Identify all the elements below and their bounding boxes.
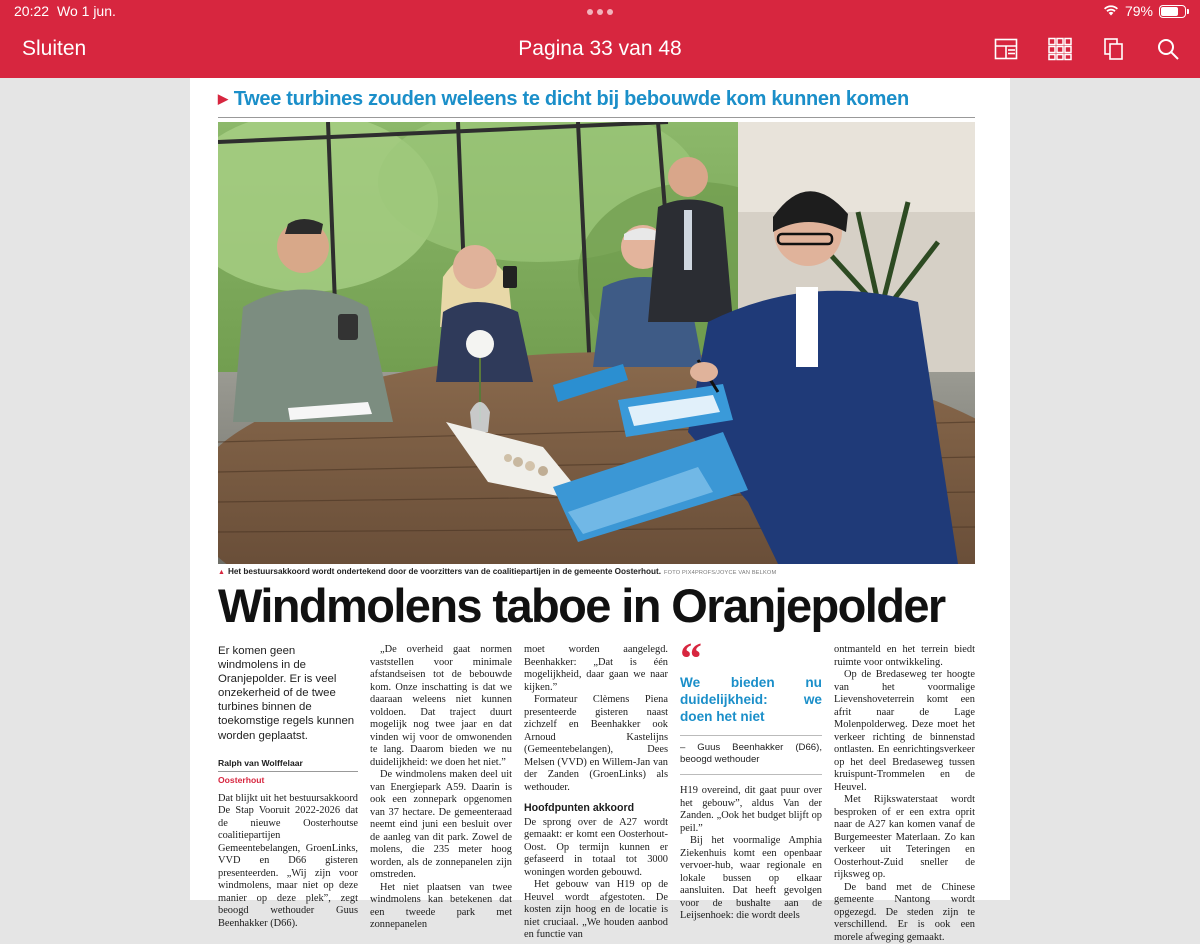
column-3 bbox=[524, 644, 668, 942]
column-1 bbox=[218, 644, 358, 930]
column-4 bbox=[680, 644, 822, 923]
paragraph: De windmolens maken deel uit van Energiepark A59. Daarin is ook een zonnepark opgenomen van 37 hectare. De gemeenteraad neemt eind juni een besluit over de aanleg van dit park. Zowel de molens, die 235 meter hoog worden, als de zonnepanelen zijn omstreden. bbox=[370, 769, 512, 882]
triangle-marker-icon: ▲ bbox=[218, 569, 225, 576]
triangle-marker-icon: ▶ bbox=[218, 91, 228, 106]
paragraph: Met Rijkswaterstaat wordt besproken of er een extra oprit naar de A27 kan komen vanaf de Burgemeester Materlaan. Zo kan verkeer uit Teteringen en Oosterhout-Zuid sneller de rijksweg op. bbox=[834, 794, 975, 882]
paragraph: De sprong over de A27 wordt gemaakt: er komt een Oosterhout-Oost. Op termijn kunnen er gefaseerd in totaal tot 3000 woningen worden gebouwd. bbox=[524, 817, 668, 880]
reader-toolbar bbox=[0, 24, 1200, 78]
photo-credit: FOTO PIX4PROFS/JOYCE VAN BELKOM bbox=[664, 570, 776, 576]
author: Ralph van Wolffelaar bbox=[218, 757, 358, 773]
pull-quote bbox=[680, 644, 822, 775]
quote-attribution: – Guus Beenhakker (D66), beoogd wethouder bbox=[680, 735, 822, 766]
sub-headline bbox=[218, 88, 909, 111]
photo-caption bbox=[218, 567, 776, 576]
subhead: Hoofdpunten akkoord bbox=[524, 802, 668, 815]
multitasking-dots[interactable] bbox=[587, 9, 613, 15]
paragraph: Formateur Clèmens Piena presenteerde gisteren naast zichzelf en Beenhakker ook Arnoud Kastelijns (Gemeentebelangen), Dees Melsen (VVD) en Willem-Jan van der Zanden (GroenLinks) als wethouder. bbox=[524, 694, 668, 794]
quote-mark-icon: “ bbox=[680, 644, 822, 672]
clock: 20:22 bbox=[14, 3, 49, 19]
battery-fill bbox=[1161, 7, 1178, 16]
paragraph: De band met de Chinese gemeente Nantong wordt opgezegd. De steden zijn te verschillend. Er is ook een morele afweging gemaakt. bbox=[834, 882, 975, 944]
paragraph: Op de Bredaseweg ter hoogte van het voormalige Lievenshoveterrein komt een afrit naar de Lage Molenpolderweg. Deze moet het verkeer richting de binnenstad ontlasten. En eenrichtingsverkeer op het deel Bredaseweg tussen kruispunt-Trommelen en de Heuvel. bbox=[834, 669, 975, 794]
copy-pages-icon[interactable] bbox=[1102, 36, 1126, 62]
column-2 bbox=[370, 644, 512, 932]
dateline: Oosterhout bbox=[218, 774, 358, 787]
date: Wo 1 jun. bbox=[57, 3, 116, 19]
paragraph: moet worden aangelegd. Beenhakker: „Dat is één mogelijkheid, daar gaan we naar kijken.” bbox=[524, 644, 668, 694]
caption-text: Het bestuursakkoord wordt ondertekend door de voorzitters van de coalitiepartijen in de gemeente Oosterhout. bbox=[228, 567, 661, 576]
sub-headline-text: Twee turbines zouden weleens te dicht bij bebouwde kom kunnen komen bbox=[234, 88, 909, 110]
close-button[interactable]: Sluiten bbox=[22, 37, 86, 61]
article-photo bbox=[218, 122, 975, 564]
paragraph: Dat blijkt uit het bestuursakkoord De Stap Vooruit 2022-2026 dat de nieuwe Oosterhoutse coalitiepartijen Gemeentebelangen, GroenLinks, VVD en D66 gisteren presenteerden. „Wij zijn voor windmolens, maar niet op deze manier op deze plek”, zegt beoogd wethouder Guus Beenhakker (D66). bbox=[218, 793, 358, 931]
battery-percentage: 79% bbox=[1125, 3, 1153, 19]
article-headline: Windmolens taboe in Oranjepolder bbox=[218, 578, 975, 633]
paragraph: H19 overeind, dit gaat puur over het gebouw”, aldus Van der Zanden. „Ook het budget blijft op peil.” bbox=[680, 785, 822, 835]
column-5 bbox=[834, 644, 975, 944]
page-layout-icon[interactable] bbox=[994, 36, 1018, 62]
quote-text: We bieden nu duidelijkheid: we doen het niet bbox=[680, 674, 822, 725]
search-icon[interactable] bbox=[1156, 36, 1180, 62]
status-bar bbox=[0, 0, 1200, 24]
newspaper-page bbox=[190, 78, 1010, 900]
paragraph: Het niet plaatsen van twee windmolens kan betekenen dat een tweede park met zonnepanelen bbox=[370, 882, 512, 932]
paragraph: Het gebouw van H19 op de Heuvel wordt afgestoten. De kosten zijn hoog en de locatie is niet cruciaal. „We houden aanbod en functie van bbox=[524, 879, 668, 942]
article-intro: Er komen geen windmolens in de Oranjepolder. Er is veel onzekerheid of de twee turbines binnen de toekomstige regels kunnen worden geplaatst. bbox=[218, 644, 358, 743]
status-right bbox=[1103, 3, 1186, 19]
grid-icon[interactable] bbox=[1048, 36, 1072, 62]
toolbar-icons bbox=[994, 36, 1180, 62]
divider bbox=[680, 774, 822, 775]
paragraph: „De overheid gaat normen vaststellen voor minimale afstandseisen tot de bebouwde kom. Onze inschatting is dat we daaraan weleens niet kunnen voldoen. Dat traject duurt mogelijk nog twee jaar en dat vinden wij voor de omwonenden te lang. Daarom bieden we nu duidelijkheid: we doen het niet.” bbox=[370, 644, 512, 769]
page-indicator: Pagina 33 van 48 bbox=[0, 37, 1200, 61]
battery-icon bbox=[1159, 5, 1186, 18]
paragraph: Bij het voormalige Amphia Ziekenhuis komt een openbaar vervoer-hub, waar regionale en lokale bussen op elkaar aansluiten. Dat heeft gevolgen voor de bushalte aan de Leijsenhoek: die wordt deels bbox=[680, 835, 822, 923]
divider bbox=[218, 117, 975, 118]
wifi-icon bbox=[1103, 3, 1119, 19]
paragraph: ontmanteld en het terrein biedt ruimte voor ontwikkeling. bbox=[834, 644, 975, 669]
